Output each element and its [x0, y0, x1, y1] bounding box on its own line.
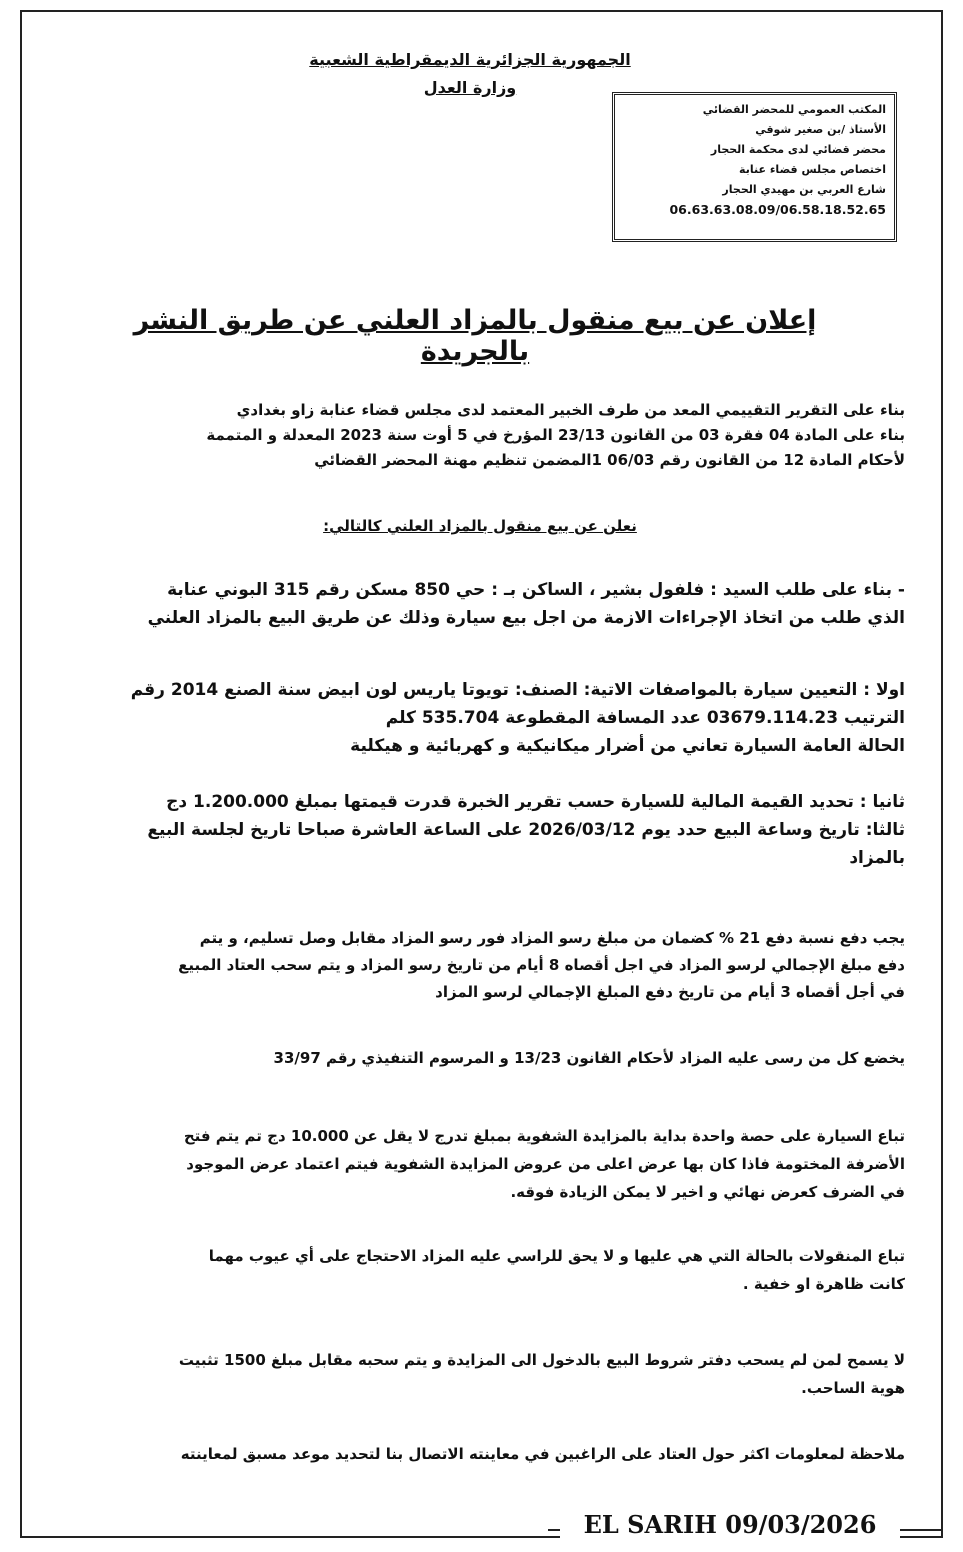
ministry-header: وزارة العدل [423, 78, 517, 97]
second-paragraph [60, 788, 905, 872]
request-paragraph [60, 576, 905, 632]
preamble-line: بناء على التقرير التقييمي المعد من طرف الخبير المعتمد لدى مجلس قضاء عنابة زاو بغدادي [236, 401, 905, 419]
request-line: - بناء على طلب السيد : فلفول بشير ، الساكن بـ : حي 850 مسكن رقم 315 البوني عنابة [167, 580, 905, 600]
payment-paragraph [60, 925, 905, 1006]
announce-subtitle: نعلن عن بيع منقول بالمزاد العلني كالتالي: [323, 517, 637, 535]
condition-line: تباع المنقولات بالحالة التي هي عليها و لا يحق للراسي عليه المزاد الاحتجاج على أي عيوب مهما [208, 1247, 905, 1265]
condition-line: كانت ظاهرة او خفية . [742, 1275, 905, 1293]
first-paragraph [60, 676, 905, 760]
first-line: الحالة العامة السيارة تعاني من أضرار ميكانيكية و كهربائية و هيكلية [350, 736, 905, 756]
stamp-phones: 06.63.63.08.09/06.58.18.52.65 [669, 202, 886, 217]
stamp-master: الأستاذ /بن صغير شوقي [755, 123, 886, 136]
note-paragraph [60, 1442, 905, 1467]
booklet-line: لا يسمح لمن لم يسحب دفتر شروط البيع بالدخول الى المزايدة و يتم سحبه مقابل مبلغ 1500 تثبيت [178, 1351, 905, 1369]
announcement-title: إعلان عن بيع منقول بالمزاد العلني عن طريق النشر بالجريدة [133, 305, 817, 367]
bidding-line: في الضرف كعرض نهائي و اخير لا يمكن الزيادة فوقه. [510, 1183, 905, 1201]
footer-rule-right [895, 1529, 943, 1531]
stamp-jurisdiction: اختصاص مجلس قضاء عنابة [739, 163, 886, 176]
booklet-line: هوية الساحب. [801, 1379, 905, 1397]
request-line: الذي طلب من اتخاذ الإجراءات الازمة من اجل بيع سيارة وذلك عن طريق البيع بالمزاد العلني [147, 608, 905, 628]
payment-line: يجب دفع نسبة دفع 21 % كضمان من مبلغ رسو المزاد فور رسو المزاد مقابل وصل تسليم، و يتم [199, 929, 905, 947]
stamp-role: محضر قضائي لدى محكمة الحجار [710, 143, 886, 156]
booklet-paragraph [60, 1346, 905, 1402]
second-line: بالمزاد [849, 848, 905, 868]
stamp-office: المكتب العمومي للمحضر القضائي [702, 103, 886, 116]
first-line: اولا : التعيين سيارة بالمواصفات الاتية: الصنف: تويوتا ياريس لون ابيض سنة الصنع 2014 رقم [130, 680, 905, 700]
preamble-line: بناء على المادة 04 فقرة 03 من القانون 23/13 المؤرخ في 5 أوت سنة 2023 المعدلة و المتممة [206, 426, 905, 444]
preamble-paragraph [60, 398, 905, 473]
first-line: الترتيب 03679.114.23 عدد المسافة المقطوعة 535.704 كلم [385, 708, 905, 728]
newspaper-footer: EL SARIH 09/03/2026 [560, 1510, 900, 1539]
law-paragraph [60, 1046, 905, 1071]
preamble-line: لأحكام المادة 12 من القانون رقم 06/03 1المضمن تنظيم مهنة المحضر القضائي [314, 451, 905, 469]
second-line: ثانيا : تحديد القيمة المالية للسيارة حسب تقرير الخبرة قدرت قيمتها بمبلغ 1.200.000 دج [166, 792, 905, 812]
condition-paragraph [60, 1242, 905, 1298]
payment-line: في أجل أقصاه 3 أيام من تاريخ دفع المبلغ الإجمالي لرسو المزاد [435, 983, 905, 1001]
bidding-line: الأضرفة المختومة فاذا كان بها عرض اعلى من عروض المزايدة الشفوية فيتم اعتماد عرض الموجود [186, 1155, 905, 1173]
second-line: ثالثا: تاريخ وساعة البيع حدد يوم 2026/03/12 على الساعة العاشرة صباحا تاريخ لجلسة البيع [147, 820, 905, 840]
law-line: يخضع كل من رسى عليه المزاد لأحكام القانون 13/23 و المرسوم التنفيذي رقم 33/97 [273, 1049, 905, 1067]
stamp-address: شارع العربي بن مهيدي الحجار [722, 183, 886, 196]
note-line: ملاحظة لمعلومات اكثر حول العتاد على الراغبين في معاينته الاتصال بنا لتحديد موعد مسبق لمعاينته [180, 1445, 905, 1463]
bidding-line: تباع السيارة على حصة واحدة بداية بالمزايدة الشفوية بمبلغ تدرج لا يقل عن 10.000 دج تم يتم فتح [183, 1127, 905, 1145]
payment-line: دفع مبلغ الإجمالي لرسو المزاد في اجل أقصاه 8 أيام من تاريخ رسو المزاد و يتم سحب العتاد المبيع [178, 956, 905, 974]
republic-header: الجمهورية الجزائرية الديمقراطية الشعبية [309, 50, 631, 69]
bidding-paragraph [60, 1122, 905, 1206]
bailiff-stamp [612, 92, 897, 242]
